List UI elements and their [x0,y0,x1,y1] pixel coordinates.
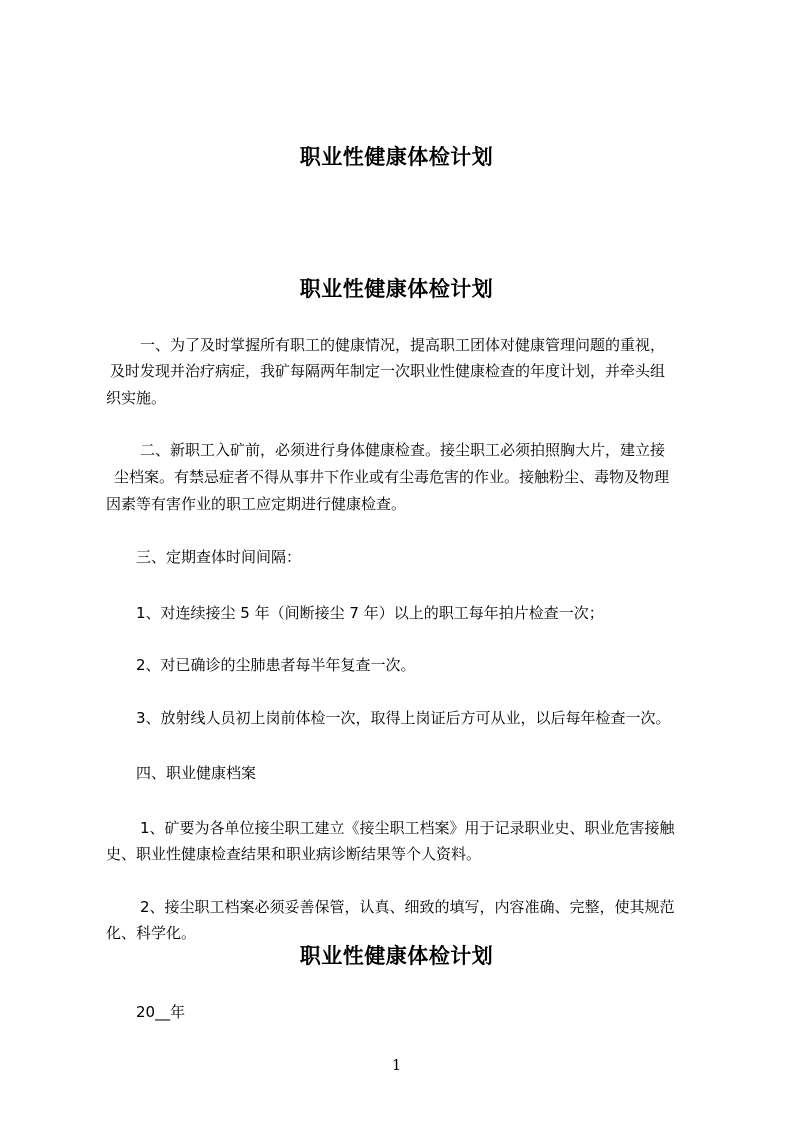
paragraph-2-line-3: 因素等有害作业的职工应定期进行健康检查。 [106,495,407,513]
page-number: 1 [391,1056,402,1074]
section-3-item-1: 1、对连续接尘 5 年（间断接尘 7 年）以上的职工每年拍片检查一次； [136,604,604,622]
paragraph-2-line-2: 尘档案。有禁忌症者不得从事井下作业或有尘毒危害的作业。接触粉尘、毒物及物理 [114,468,670,486]
section-4-item-1-line-1: 1、矿要为各单位接尘职工建立《接尘职工档案》用于记录职业史、职业危害接触 [140,819,675,837]
section-3-item-3: 3、放射线人员初上岗前体检一次，取得上岗证后方可从业，以后每年检查一次。 [136,709,671,727]
section-4-item-2-line-2: 化、科学化。 [106,924,197,942]
paragraph-1-line-3: 织实施。 [106,389,167,407]
section-4-item-2-line-1: 2、接尘职工档案必须妥善保管，认真、细致的填写，内容准确、完整，使其规范 [140,898,675,916]
paragraph-2-line-1: 二、新职工入矿前，必须进行身体健康检查。接尘职工必须拍照胸大片，建立接 [140,441,666,459]
year-line: 20__年 [136,1003,186,1021]
document-title-top: 职业性健康体检计划 [299,145,494,169]
section-4-item-1-line-2: 史、职业性健康检查结果和职业病诊断结果等个人资料。 [106,845,482,863]
document-title-third: 职业性健康体检计划 [299,944,494,968]
section-4-heading: 四、职业健康档案 [136,764,257,782]
section-3-heading: 三、定期查体时间间隔： [136,548,302,566]
paragraph-1-line-1: 一、为了及时掌握所有职工的健康情况，提高职工团体对健康管理问题的重视， [140,336,666,354]
paragraph-1-line-2: 及时发现并治疗病症，我矿每隔两年制定一次职业性健康检查的年度计划，并牵头组 [110,362,666,380]
document-title-second: 职业性健康体检计划 [299,277,494,301]
section-3-item-2: 2、对已确诊的尘肺患者每半年复查一次。 [136,656,416,674]
